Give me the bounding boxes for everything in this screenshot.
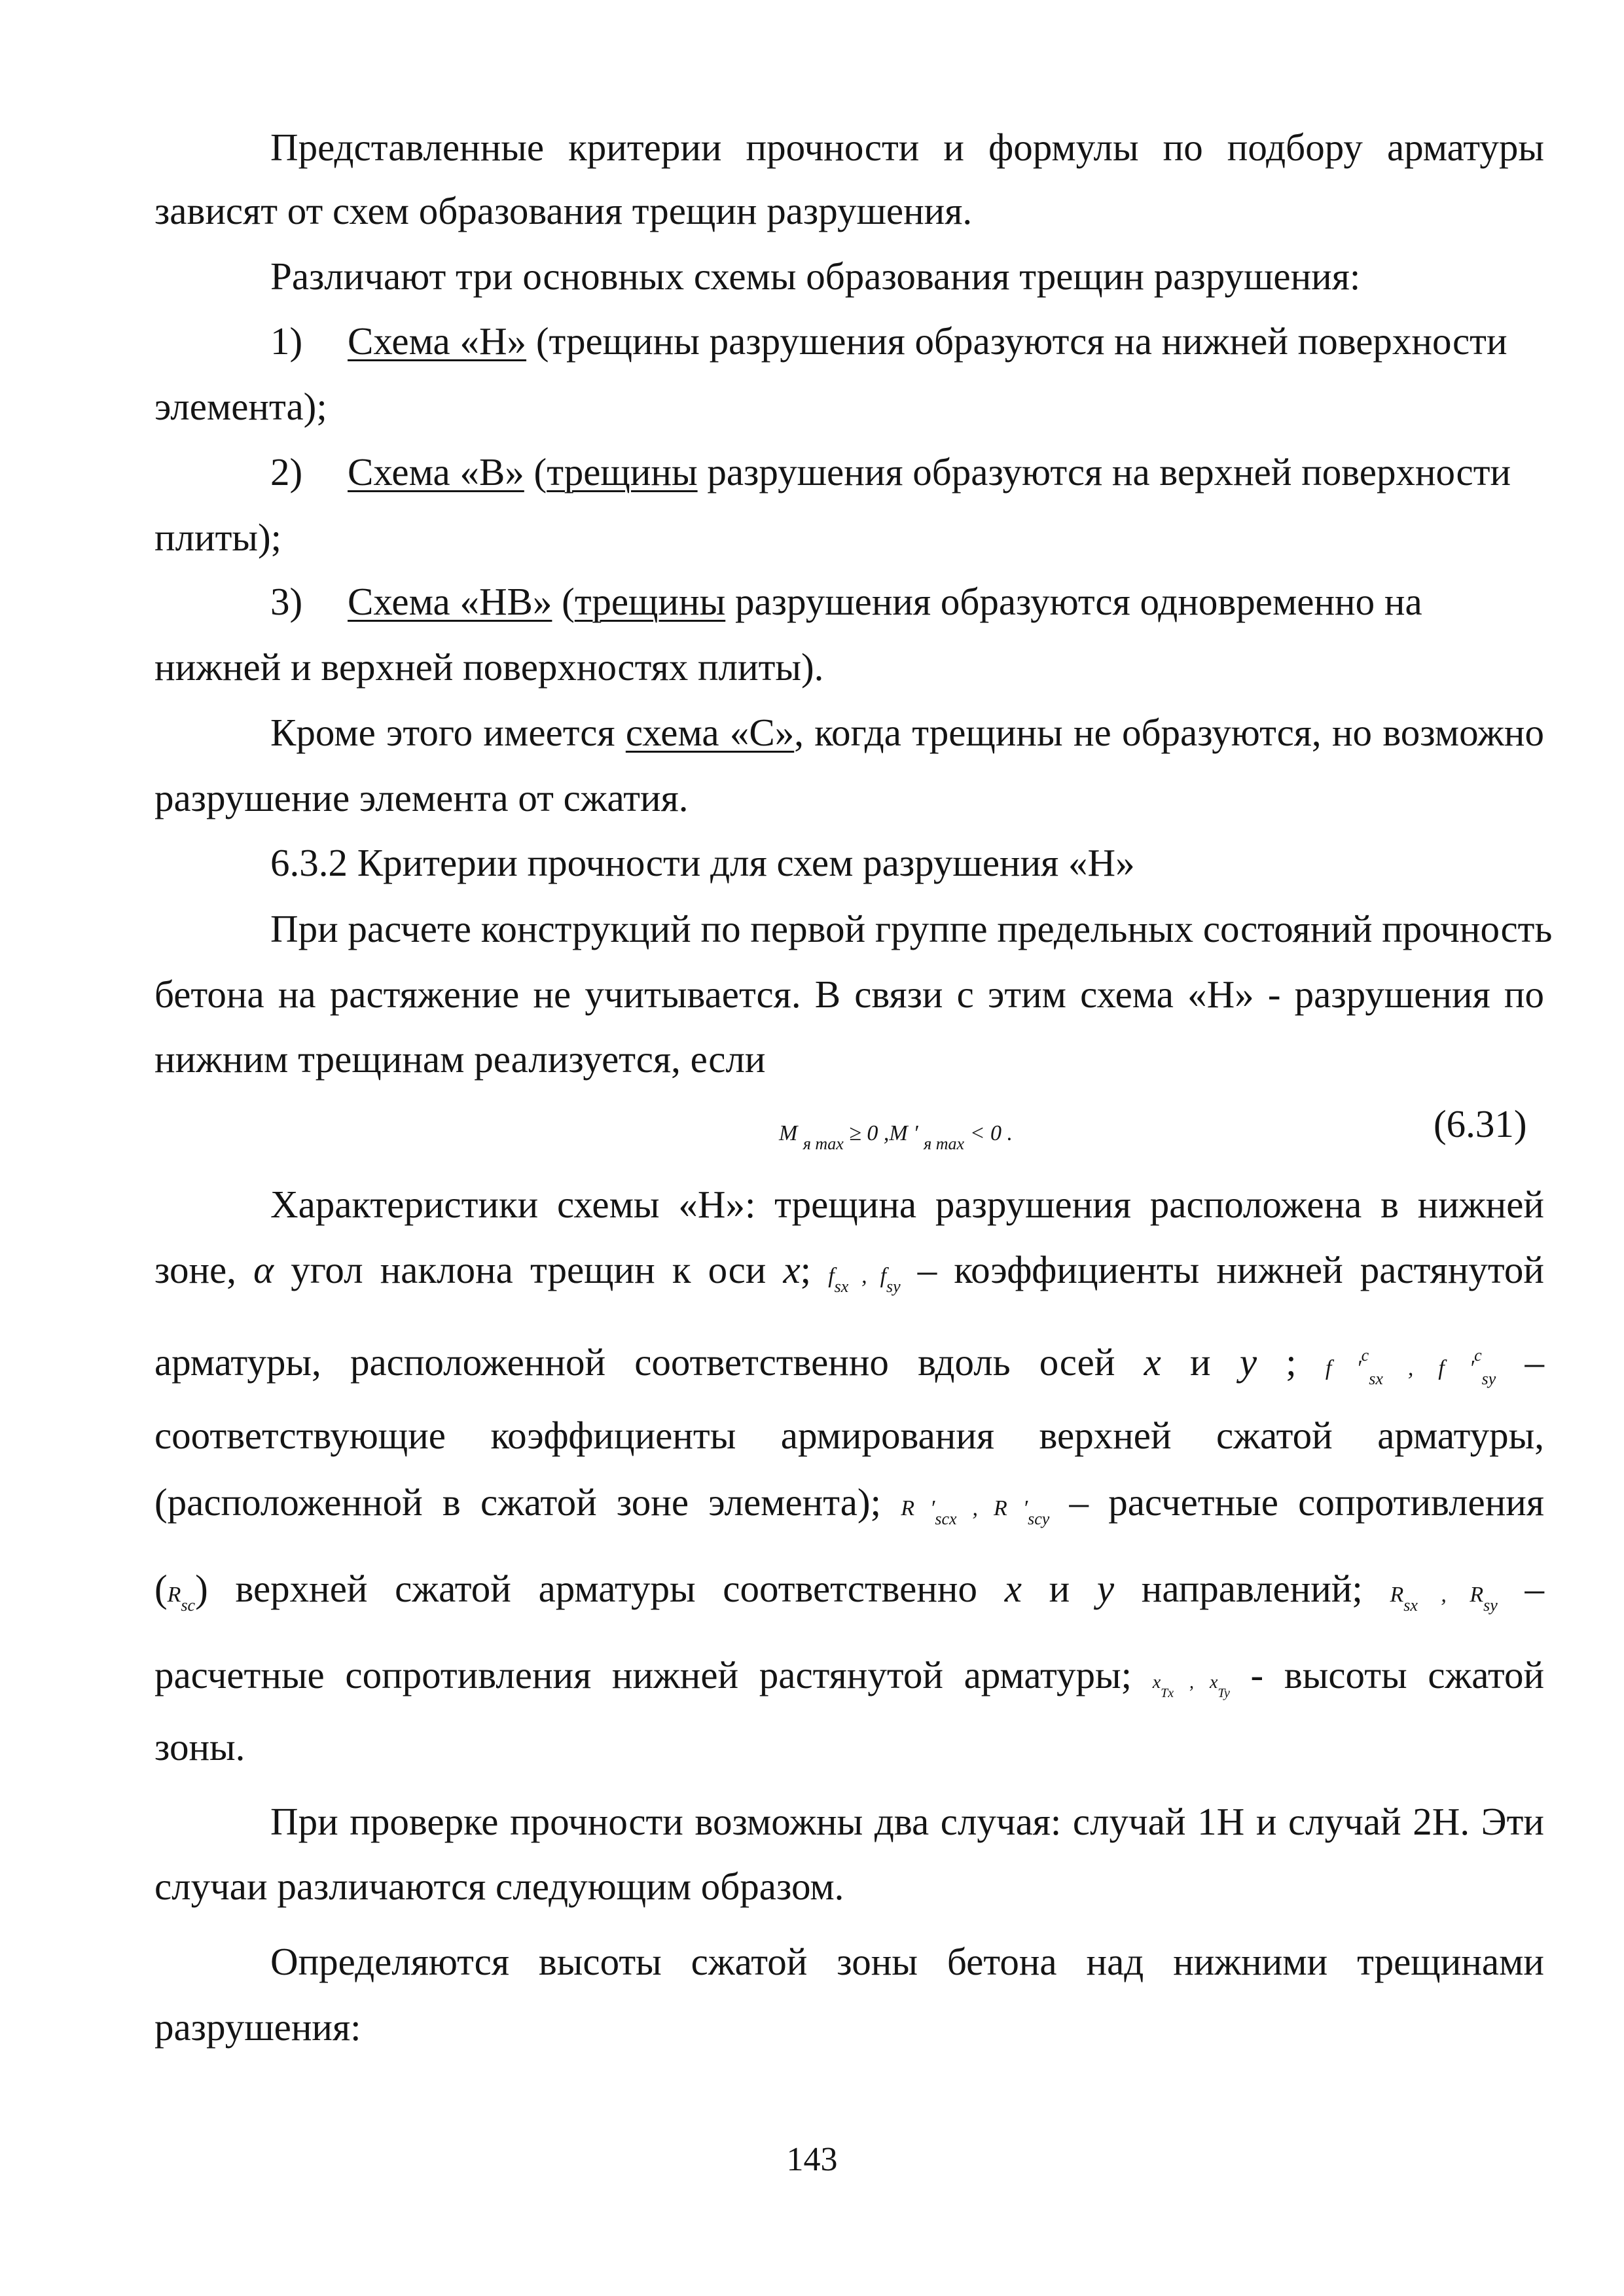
paragraph-5-line-1: Характеристики схемы «Н»: трещина разрушения расположена в нижней <box>270 1183 1544 1226</box>
math-rsx-rsy: $R_{sx}$ , $R_{sy}$ <box>1390 1583 1498 1615</box>
text: – расчетные сопротивления <box>1049 1480 1545 1524</box>
text: – коэффициенты нижней растянутой <box>900 1248 1544 1291</box>
scheme-label: Схема «В» <box>348 450 524 493</box>
formula-6-31 <box>779 1114 1013 1164</box>
list-item-1 <box>270 318 1544 364</box>
math-fprime-c: f $'^c_{sx}$ , f $'^c_{sy}$ <box>1325 1346 1496 1388</box>
list-item-3-continuation: нижней и верхней поверхностях плиты). <box>154 645 824 689</box>
list-open-paren: ( <box>524 450 547 493</box>
math-x: x <box>783 1248 801 1291</box>
math-x: x <box>1144 1340 1161 1384</box>
text: ( <box>154 1567 168 1610</box>
paragraph-6-line-2: случаи различаются следующим образом. <box>154 1865 844 1908</box>
list-number: 1) <box>270 319 303 363</box>
paragraph-4-line-3: нижним трещинам реализуется, если <box>154 1037 766 1081</box>
paragraph-1-line-1: Представленные критерии прочности и формулы по подбору арматуры <box>270 126 1544 169</box>
paragraph-5-line-4: соответствующие коэффициенты армирования верхней сжатой арматуры, <box>154 1414 1544 1457</box>
text: ; <box>1257 1340 1326 1384</box>
math-rprime-scx-scy: R $'_{scx}$ , R $'_{scy}$ <box>901 1496 1050 1528</box>
text: Кроме этого имеется <box>270 711 626 754</box>
math-x: x <box>1004 1567 1022 1610</box>
list-open-paren: ( <box>552 580 575 623</box>
text: расчетные сопротивления нижней растянутой арматуры; <box>154 1653 1153 1696</box>
text: угол наклона трещин к оси <box>274 1248 784 1291</box>
paragraph-5-line-2 <box>154 1247 1544 1310</box>
paragraph-4-line-1: При расчете конструкций по первой группе предельных состояний прочность <box>270 907 1553 950</box>
paragraph-5-line-3 <box>154 1333 1544 1402</box>
math-relation: < 0 . <box>969 1121 1013 1145</box>
list-item-3 <box>270 579 1544 624</box>
text: ; <box>800 1248 829 1291</box>
list-item-2 <box>270 449 1544 495</box>
list-number: 2) <box>270 450 303 493</box>
paragraph-7-line-2: разрушения: <box>154 2005 361 2049</box>
text: зоне, <box>154 1248 254 1291</box>
paragraph-5-line-7 <box>154 1652 1544 1716</box>
list-item-2-continuation: плиты); <box>154 516 282 559</box>
scheme-label: Схема «Н» <box>348 319 527 363</box>
math-subscript: я max <box>803 1134 844 1153</box>
alpha-symbol: α <box>253 1248 274 1291</box>
page-number: 143 <box>786 2141 838 2178</box>
text: - высоты сжатой <box>1229 1653 1545 1696</box>
text: направлений; <box>1114 1567 1390 1610</box>
math-xtx-xty: $x_{Tx}$ , $x_{Ty}$ <box>1152 1672 1230 1700</box>
text: – <box>1497 1567 1545 1610</box>
math-y: y <box>1239 1340 1257 1384</box>
paragraph-4-line-2: бетона на растяжение не учитывается. В связи с этим схема «Н» - разрушения по <box>154 973 1544 1016</box>
section-heading: 6.3.2 Критерии прочности для схем разрушения «Н» <box>270 841 1135 884</box>
math-symbol: M <box>779 1121 798 1145</box>
paragraph-1-line-2: зависят от схем образования трещин разрушения. <box>154 189 973 232</box>
list-number: 3) <box>270 580 303 623</box>
underlined-word: трещины <box>574 580 726 623</box>
list-text: разрушения образуются на верхней поверхности <box>697 450 1511 493</box>
math-subscript: я max <box>924 1134 965 1153</box>
math-rsc: $R_{sc}$ <box>167 1583 196 1615</box>
underlined-word: трещины <box>547 450 698 493</box>
scheme-c-label: схема «С» <box>625 711 795 754</box>
list-text: (трещины разрушения образуются на нижней поверхности <box>526 319 1507 363</box>
text: арматуры, расположенной соответственно вдоль осей <box>154 1340 1144 1384</box>
paragraph-5-line-8: зоны. <box>154 1725 245 1768</box>
text: и <box>1161 1340 1240 1384</box>
paragraph-2: Различают три основных схемы образования трещин разрушения: <box>270 255 1361 298</box>
paragraph-5-line-6 <box>154 1566 1544 1628</box>
text: , когда трещины не образуются, но возможно <box>794 711 1544 754</box>
text: и <box>1021 1567 1097 1610</box>
list-item-1-continuation: элемента); <box>154 385 327 428</box>
paragraph-3-line-2: разрушение элемента от сжатия. <box>154 776 689 819</box>
text: ) верхней сжатой арматуры соответственно <box>195 1567 1005 1610</box>
paragraph-5-line-5 <box>154 1479 1544 1542</box>
math-relation: ≥ 0 , <box>849 1121 890 1145</box>
paragraph-3-line-1 <box>270 709 1544 755</box>
equation-number: (6.31) <box>1434 1102 1527 1145</box>
math-y: y <box>1096 1567 1115 1610</box>
text: – <box>1496 1340 1545 1384</box>
scheme-label: Схема «НВ» <box>348 580 552 623</box>
list-text: разрушения образуются одновременно на <box>725 580 1422 623</box>
math-symbol: M ′ <box>889 1121 918 1145</box>
math-fsx-fsy: $f_{sx}$ , $f_{sy}$ <box>828 1264 901 1296</box>
paragraph-7-line-1: Определяются высоты сжатой зоны бетона над нижними трещинами <box>270 1940 1544 1983</box>
text: (расположенной в сжатой зоне элемента); <box>154 1480 901 1524</box>
paragraph-6-line-1: При проверке прочности возможны два случая: случай 1Н и случай 2Н. Эти <box>270 1800 1544 1843</box>
